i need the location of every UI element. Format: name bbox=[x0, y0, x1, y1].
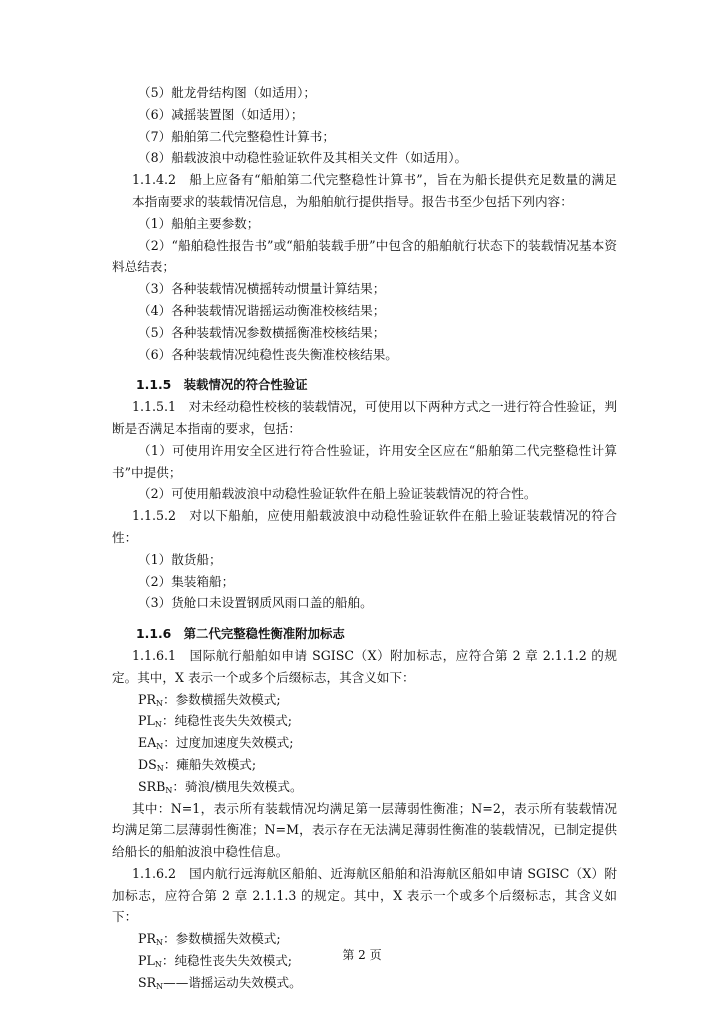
colon: ： bbox=[172, 778, 185, 794]
suffix-subscript: N bbox=[156, 742, 164, 752]
section-heading-1-1-6: 1.1.6 第二代完整稳性衡准附加标志 bbox=[136, 626, 345, 642]
list-item: （3）各种装载情况横摇转动惯量计算结果； bbox=[138, 281, 386, 297]
suffix-item bbox=[112, 710, 617, 732]
suffix-meaning: 过度加速度失效模式; bbox=[175, 735, 294, 751]
suffix-meaning: 参数横摇失效模式; bbox=[175, 931, 281, 947]
suffix-code: SR bbox=[138, 974, 157, 990]
colon: ： bbox=[161, 953, 175, 969]
paragraph-1-1-5-1: 1.1.5.1 对未经动稳性校核的装载情况，可使用以下两种方式之一进行符合性验证，判断是否满足本指南的要求，包括： bbox=[112, 399, 617, 436]
paragraph-n-definition: 其中：N=1，表示所有装载情况均满足第一层薄弱性衡准；N=2，表示所有装载情况均满足第二层薄弱性衡准；N=M，表示存在无法满足薄弱性衡准的装载情况，已制定提供给船长的船舶波浪中稳性信息。 bbox=[112, 800, 617, 860]
colon: ： bbox=[163, 735, 176, 751]
suffix-code: PR bbox=[138, 691, 156, 707]
colon: ： bbox=[161, 713, 175, 729]
list-item: （7）船舶第二代完整稳性计算书； bbox=[138, 128, 335, 144]
list-item: （5）各种装载情况参数横摇衡准校核结果； bbox=[138, 324, 386, 340]
list-item: （8）船载波浪中动稳性验证软件及其相关文件（如适用）。 bbox=[138, 150, 468, 166]
suffix-meaning: ——谐摇运动失效模式。 bbox=[163, 974, 302, 990]
suffix-meaning: 参数横摇失效模式; bbox=[175, 691, 281, 707]
suffix-subscript: N bbox=[154, 960, 162, 970]
list-item: （6）减摇装置图（如适用）； bbox=[138, 106, 304, 122]
paragraph-1-1-5-2: 1.1.5.2 对以下船舶，应使用船载波浪中动稳性验证软件在船上验证装载情况的符合性： bbox=[112, 508, 617, 545]
suffix-item bbox=[112, 689, 617, 711]
suffix-subscript: N bbox=[156, 763, 164, 773]
suffix-subscript: N bbox=[155, 698, 163, 708]
paragraph-1-1-6-2: 1.1.6.2 国内航行远海航区船舶、近海航区船舶和沿海航区船如申请 SGISC（X）附加标志，应符合第 2 章 2.1.1.3 的规定。其中，X 表示一个或多个后缀标志，其含义如下： bbox=[112, 865, 617, 925]
suffix-subscript: N bbox=[154, 720, 162, 730]
list-item: （5）舭龙骨结构图（如适用）； bbox=[138, 85, 317, 100]
list-item: （2）集装箱船； bbox=[138, 573, 235, 589]
list-item: （2）可使用船载波浪中动稳性验证软件在船上验证装载情况的符合性。 bbox=[138, 486, 537, 502]
suffix-item bbox=[112, 732, 617, 754]
colon: ： bbox=[162, 931, 176, 947]
suffix-item bbox=[112, 972, 617, 994]
suffix-code: PL bbox=[138, 713, 155, 729]
suffix-item bbox=[112, 776, 617, 798]
suffix-meaning: 骑浪/横甩失效模式。 bbox=[184, 778, 303, 794]
list-item: （1）散货船； bbox=[138, 551, 222, 567]
section-heading-1-1-5: 1.1.5 装载情况的符合性验证 bbox=[136, 377, 308, 393]
page-body bbox=[112, 82, 617, 994]
list-item: （1）船舶主要参数； bbox=[138, 215, 260, 231]
page-number: 第 2 页 bbox=[342, 948, 382, 962]
suffix-subscript: N bbox=[156, 981, 164, 991]
list-item: （4）各种装载情况谐摇运动衡准校核结果； bbox=[138, 302, 386, 318]
colon: ： bbox=[163, 756, 177, 772]
suffix-item bbox=[112, 754, 617, 776]
suffix-code: PL bbox=[138, 953, 155, 969]
suffix-subscript: N bbox=[155, 938, 163, 948]
list-item: （2）“船舶稳性报告书”或“船舶装载手册”中包含的船舶航行状态下的装载情况基本资料总结表； bbox=[112, 237, 617, 275]
suffix-code: SRB bbox=[138, 778, 166, 794]
suffix-meaning: 纯稳性丧失失效模式; bbox=[174, 713, 293, 729]
suffix-code: EA bbox=[138, 735, 157, 751]
suffix-code: DS bbox=[138, 756, 157, 772]
paragraph-1-1-4-2: 1.1.4.2 船上应备有“船舶第二代完整稳性计算书”，旨在为船长提供充足数量的满足本指南要求的装载情况信息，为船舶航行提供指导。报告书至少包括下列内容： bbox=[132, 172, 617, 209]
list-item: （6）各种装载情况纯稳性丧失衡准校核结果。 bbox=[138, 346, 398, 362]
list-item: （3）货舱口未设置钢质风雨口盖的船舶。 bbox=[138, 595, 373, 611]
suffix-code: PR bbox=[138, 931, 156, 947]
colon: ： bbox=[162, 691, 176, 707]
suffix-meaning: 纯稳性丧失失效模式; bbox=[174, 953, 293, 969]
suffix-subscript: N bbox=[165, 785, 173, 795]
paragraph-1-1-6-1: 1.1.6.1 国际航行船舶如申请 SGISC（X）附加标志，应符合第 2 章 2.1.1.2 的规定。其中，X 表示一个或多个后缀标志，其含义如下： bbox=[112, 647, 617, 685]
list-item: （1）可使用许用安全区进行符合性验证，许用安全区应在“船舶第二代完整稳性计算书”中提供； bbox=[112, 442, 617, 480]
suffix-meaning: 瘫船失效模式; bbox=[176, 756, 257, 772]
